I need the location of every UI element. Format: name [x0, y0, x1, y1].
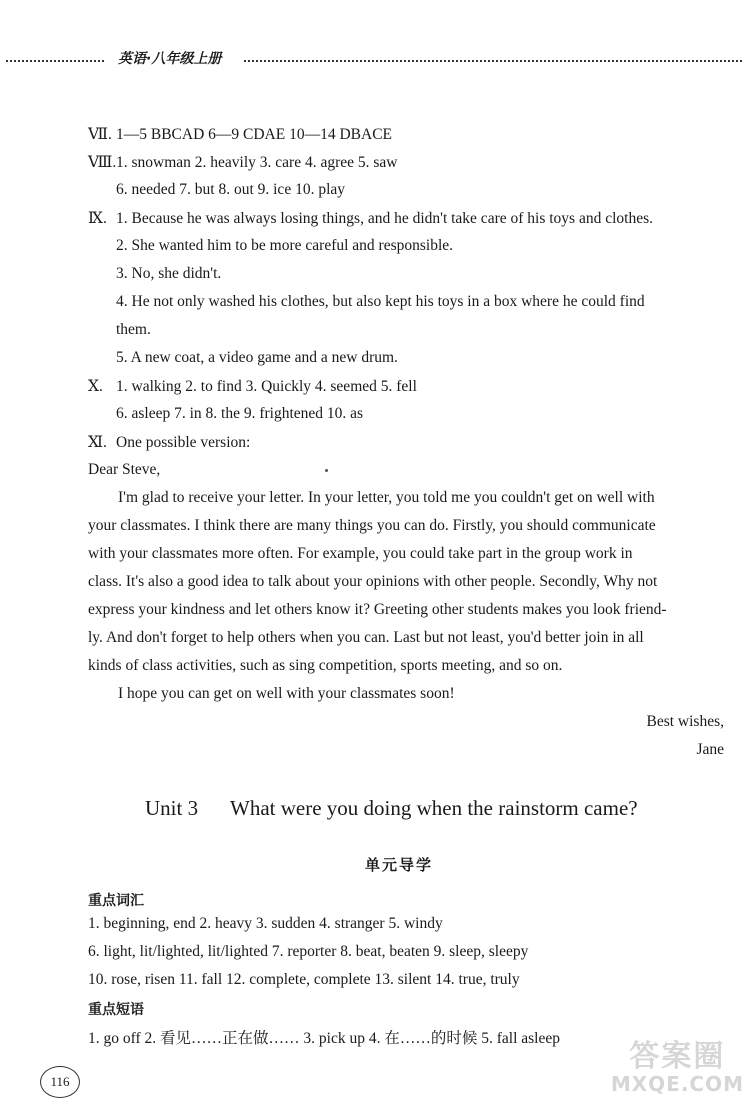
answer-line: them. — [116, 321, 151, 338]
letter-greeting: Dear Steve, — [88, 461, 161, 478]
answer-line: 3. No, she didn't. — [116, 265, 222, 282]
letter-line: with your classmates more often. For example, you could take part in the group work in — [88, 545, 633, 562]
unit-label: Unit 3 — [145, 796, 199, 820]
letter-line: I'm glad to receive your letter. In your letter, you told me you couldn't get on well with — [118, 489, 655, 506]
header-dotted-rule-right — [244, 60, 742, 62]
answer-line: 6. needed 7. but 8. out 9. ice 10. play — [116, 181, 346, 198]
phrases-heading: 重点短语 — [88, 1002, 144, 1018]
page-header — [0, 46, 750, 76]
vocab-line: 10. rose, risen 11. fall 12. complete, complete 13. silent 14. true, truly — [88, 971, 520, 988]
letter-signature: Jane — [696, 741, 724, 758]
letter-line: kinds of class activities, such as sing competition, sports meeting, and so on. — [88, 657, 563, 674]
letter-line: class. It's also a good idea to talk about your opinions with other people. Secondly, Why not — [88, 573, 658, 590]
page-number: 116 — [40, 1066, 80, 1098]
phrases-line: 1. go off 2. 看见……正在做…… 3. pick up 4. 在……的时候 5. fall asleep — [88, 1030, 560, 1047]
header-dotted-rule-left — [6, 60, 104, 62]
answer-line: Ⅺ. One possible version: — [88, 434, 251, 451]
unit-title: What were you doing when the rainstorm came? — [230, 796, 638, 820]
stray-dot — [325, 469, 328, 472]
answer-line: 6. asleep 7. in 8. the 9. frightened 10. as — [116, 405, 364, 422]
answer-line: 2. She wanted him to be more careful and responsible. — [116, 237, 454, 254]
answer-line: Ⅸ. 1. Because he was always losing things, and he didn't take care of his toys and clothes. — [88, 210, 653, 227]
letter-line: express your kindness and let others know it? Greeting other students makes you look friend- — [88, 601, 667, 618]
section-title: 单元导学 — [365, 856, 434, 874]
header-title: 英语·八年级上册 — [118, 51, 222, 67]
watermark-url: MXQE.COM — [610, 1072, 744, 1096]
watermark-title: 答案圈 — [629, 1039, 726, 1074]
unit-heading — [145, 796, 638, 821]
answer-line: 4. He not only washed his clothes, but also kept his toys in a box where he could find — [116, 293, 645, 310]
answer-line: 5. A new coat, a video game and a new drum. — [116, 349, 398, 366]
answer-line: Ⅷ.1. snowman 2. heavily 3. care 4. agree 5. saw — [88, 154, 398, 171]
vocab-line: 6. light, lit/lighted, lit/lighted 7. reporter 8. beat, beaten 9. sleep, sleepy — [88, 943, 529, 960]
letter-line: your classmates. I think there are many things you can do. Firstly, you should communicate — [88, 517, 656, 534]
answer-line: Ⅹ. 1. walking 2. to find 3. Quickly 4. seemed 5. fell — [88, 378, 417, 395]
watermark — [611, 1040, 744, 1095]
vocab-heading: 重点词汇 — [88, 893, 144, 909]
letter-line: ly. And don't forget to help others when you can. Last but not least, you'd better join in all — [88, 629, 644, 646]
vocab-line: 1. beginning, end 2. heavy 3. sudden 4. stranger 5. windy — [88, 915, 443, 932]
letter-closing: Best wishes, — [646, 713, 724, 730]
answer-line: Ⅶ. 1—5 BBCAD 6—9 CDAE 10—14 DBACE — [88, 126, 393, 143]
letter-line: I hope you can get on well with your classmates soon! — [118, 685, 455, 702]
